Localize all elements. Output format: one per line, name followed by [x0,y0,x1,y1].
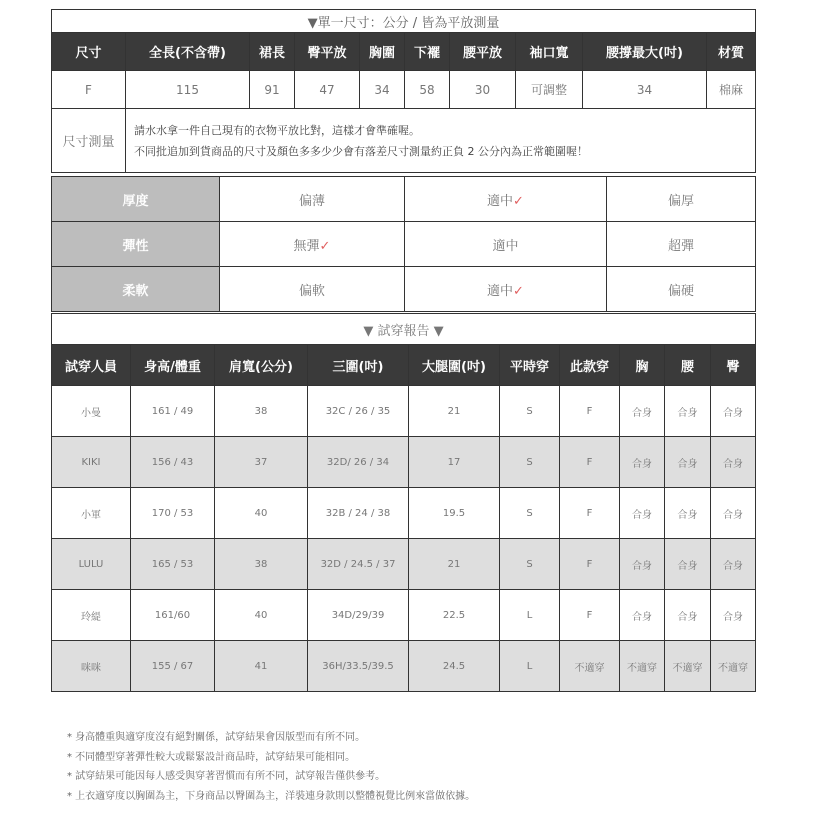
trial-cell: S [500,488,560,539]
trial-header: 平時穿 [500,345,560,386]
size-header: 袖口寬 [516,33,583,71]
trial-cell: 32C / 26 / 35 [308,386,409,437]
check-icon: ✓ [319,238,331,254]
trial-cell: 不適穿 [620,641,665,692]
trial-row [52,641,756,692]
trial-cell: 合身 [665,539,711,590]
trial-cell: 32D/ 26 / 34 [308,437,409,488]
option-text: 適中 [487,193,514,209]
size-value: 47 [295,71,360,109]
trial-cell: F [560,590,620,641]
trial-cell: L [500,590,560,641]
check-icon: ✓ [513,193,524,209]
trial-cell: LULU [52,539,131,590]
trial-cell: 不適穿 [560,641,620,692]
trial-row [52,539,756,590]
option-text: 無彈 [293,238,320,254]
size-header: 胸圍 [360,33,405,71]
trial-header: 肩寬(公分) [215,345,308,386]
attribute-option [607,222,756,267]
trial-cell: 41 [215,641,308,692]
size-value: 58 [405,71,450,109]
trial-cell: 合身 [620,590,665,641]
trial-cell: 165 / 53 [131,539,215,590]
size-table [51,9,756,173]
trial-cell: 小軍 [52,488,131,539]
trial-cell: 合身 [620,386,665,437]
trial-report-body [52,386,756,692]
footnote: * 試穿結果可能因每人感受與穿著習慣而有所不同，試穿報告僅供參考。 [67,771,386,782]
option-text: 偏薄 [298,193,325,209]
attribute-row-elasticity [52,222,756,267]
measure-label: 尺寸測量 [52,109,126,173]
size-value: 可調整 [516,71,583,109]
attribute-option [220,267,405,312]
trial-header: 胸 [620,345,665,386]
size-value: 30 [450,71,516,109]
measure-note-line: 不同批追加到貨商品的尺寸及顏色多多少少會有落差尺寸測量約正負 2 公分內為正常範圍喔！ [134,144,588,158]
size-value-row [52,71,756,109]
size-value: 34 [583,71,707,109]
trial-cell: 合身 [620,539,665,590]
trial-cell: 170 / 53 [131,488,215,539]
trial-cell: 合身 [711,488,756,539]
fabric-attributes-section [51,176,755,312]
size-header-row [52,33,756,71]
footnotes [67,728,475,806]
size-value: 34 [360,71,405,109]
trial-cell: 32B / 24 / 38 [308,488,409,539]
trial-row [52,386,756,437]
attribute-option [607,177,756,222]
trial-report-title: ▼ 試穿報告 ▼ [52,314,756,345]
measure-note-row [52,109,756,173]
trial-cell: 32D / 24.5 / 37 [308,539,409,590]
option-text: 適中 [492,238,519,254]
trial-cell: 不適穿 [711,641,756,692]
footnote: * 不同體型穿著彈性較大或鬆緊設計商品時，試穿結果可能相同。 [67,751,356,763]
trial-cell: F [560,539,620,590]
trial-cell: 21 [409,386,500,437]
size-header: 尺寸 [52,33,126,71]
size-value: F [52,71,126,109]
attribute-option [220,222,405,267]
trial-cell: 34D/29/39 [308,590,409,641]
option-text: 偏厚 [667,193,694,209]
trial-row [52,437,756,488]
trial-cell: 17 [409,437,500,488]
option-text: 超彈 [667,238,694,254]
trial-cell: 155 / 67 [131,641,215,692]
trial-cell: 不適穿 [665,641,711,692]
attribute-option [405,177,607,222]
trial-cell: 37 [215,437,308,488]
trial-cell: 合身 [711,539,756,590]
trial-cell: 合身 [665,488,711,539]
trial-cell: 咪咪 [52,641,131,692]
trial-cell: 161 / 49 [131,386,215,437]
check-icon: ✓ [513,283,524,299]
attribute-row-softness [52,267,756,312]
fabric-attributes-table [51,176,756,312]
attribute-label: 厚度 [52,177,220,222]
size-header: 裙長 [250,33,295,71]
trial-cell: 161/60 [131,590,215,641]
option-text: 適中 [487,283,514,299]
trial-header: 試穿人員 [52,345,131,386]
trial-cell: 38 [215,386,308,437]
size-header: 材質 [707,33,756,71]
trial-report-table [51,313,756,692]
trial-cell: 合身 [665,590,711,641]
trial-cell: F [560,386,620,437]
trial-cell: 合身 [665,386,711,437]
option-text: 偏硬 [667,283,694,299]
trial-header: 身高/體重 [131,345,215,386]
size-header: 腰平放 [450,33,516,71]
trial-cell: S [500,539,560,590]
size-value: 91 [250,71,295,109]
trial-cell: 38 [215,539,308,590]
size-table-title: ▼單一尺寸：公分 / 皆為平放測量 [52,10,756,33]
trial-header: 大腿圍(吋) [409,345,500,386]
attribute-row-thickness [52,177,756,222]
size-table-section [51,9,755,173]
trial-header: 此款穿 [560,345,620,386]
trial-cell: L [500,641,560,692]
trial-cell: 21 [409,539,500,590]
trial-cell: 156 / 43 [131,437,215,488]
trial-header: 腰 [665,345,711,386]
option-text: 偏軟 [298,283,325,299]
trial-cell: KIKI [52,437,131,488]
trial-cell: 玲緹 [52,590,131,641]
trial-header-row [52,345,756,386]
trial-cell: 22.5 [409,590,500,641]
measure-note-line: 請水水拿一件自己現有的衣物平放比對，這樣才會準確喔。 [134,123,420,137]
trial-cell: 36H/33.5/39.5 [308,641,409,692]
trial-row [52,590,756,641]
trial-cell: 合身 [711,437,756,488]
trial-header: 臀 [711,345,756,386]
size-header: 全長(不含帶) [126,33,250,71]
trial-cell: S [500,437,560,488]
trial-cell: 合身 [620,488,665,539]
measure-notes [126,109,756,173]
trial-cell: S [500,386,560,437]
trial-cell: 40 [215,488,308,539]
footnote: * 上衣適穿度以胸圍為主，下身商品以臀圍為主，洋裝連身款則以整體視覺比例來當做依據。 [67,790,476,802]
size-value: 115 [126,71,250,109]
trial-cell: 合身 [665,437,711,488]
attribute-option [220,177,405,222]
trial-cell: F [560,488,620,539]
trial-report-section [51,313,755,692]
size-value: 棉麻 [707,71,756,109]
attribute-option [405,222,607,267]
attribute-option [405,267,607,312]
trial-header: 三圍(吋) [308,345,409,386]
size-header: 臀平放 [295,33,360,71]
attribute-label: 柔軟 [52,267,220,312]
trial-row [52,488,756,539]
trial-cell: 小曼 [52,386,131,437]
trial-cell: 24.5 [409,641,500,692]
attribute-option [607,267,756,312]
footnote: * 身高體重與適穿度沒有絕對關係，試穿結果會因版型而有所不同。 [67,732,366,743]
trial-cell: 19.5 [409,488,500,539]
attribute-label: 彈性 [52,222,220,267]
size-header: 腰撐最大(吋) [583,33,707,71]
trial-cell: F [560,437,620,488]
trial-cell: 合身 [711,590,756,641]
trial-cell: 40 [215,590,308,641]
size-header: 下襬 [405,33,450,71]
trial-cell: 合身 [711,386,756,437]
trial-cell: 合身 [620,437,665,488]
